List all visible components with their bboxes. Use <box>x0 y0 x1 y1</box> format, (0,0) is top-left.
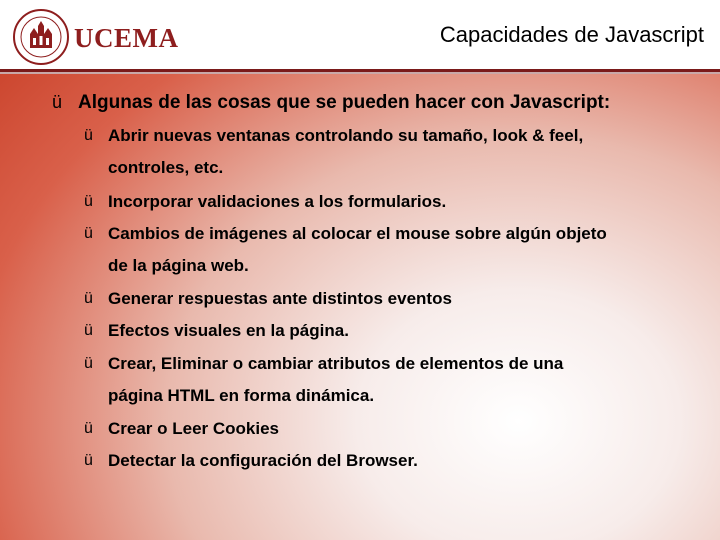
list-item-text: Efectos visuales en la página. <box>108 321 349 340</box>
list-item-text: Detectar la configuración del Browser. <box>108 451 418 470</box>
check-icon: ü <box>84 127 93 144</box>
list-item <box>84 120 583 184</box>
check-icon: ü <box>52 92 63 112</box>
list-item <box>84 413 279 445</box>
check-icon: ü <box>84 225 93 242</box>
main-bullet-text: Algunas de las cosas que se pueden hacer con Javascript: <box>78 92 611 113</box>
list-item <box>84 218 607 282</box>
list-item-text-continued: controles, etc. <box>108 158 224 177</box>
check-icon: ü <box>84 420 93 437</box>
check-icon: ü <box>84 452 93 469</box>
list-item-text-continued: página HTML en forma dinámica. <box>108 386 375 405</box>
list-item-text: Cambios de imágenes al colocar el mouse sobre algún objeto <box>108 224 607 243</box>
check-icon: ü <box>84 290 93 307</box>
list-item-text: Generar respuestas ante distintos eventos <box>108 289 452 308</box>
check-icon: ü <box>84 355 93 372</box>
main-bullet <box>52 92 610 114</box>
check-icon: ü <box>84 322 93 339</box>
slide-title: Capacidades de Javascript <box>439 22 704 47</box>
list-item <box>84 348 563 412</box>
list-item <box>84 315 349 347</box>
list-item <box>84 186 446 218</box>
list-item <box>84 445 418 477</box>
list-item <box>84 283 452 315</box>
logo-text: UCEMA <box>74 23 179 53</box>
list-item-text: Incorporar validaciones a los formularios. <box>108 192 447 211</box>
check-icon: ü <box>84 193 93 210</box>
list-item-text: Crear o Leer Cookies <box>108 419 280 438</box>
list-item-text: Crear, Eliminar o cambiar atributos de elementos de una <box>108 354 564 373</box>
list-item-text-continued: de la página web. <box>108 256 249 275</box>
list-item-text: Abrir nuevas ventanas controlando su tamaño, look & feel, <box>108 126 584 145</box>
